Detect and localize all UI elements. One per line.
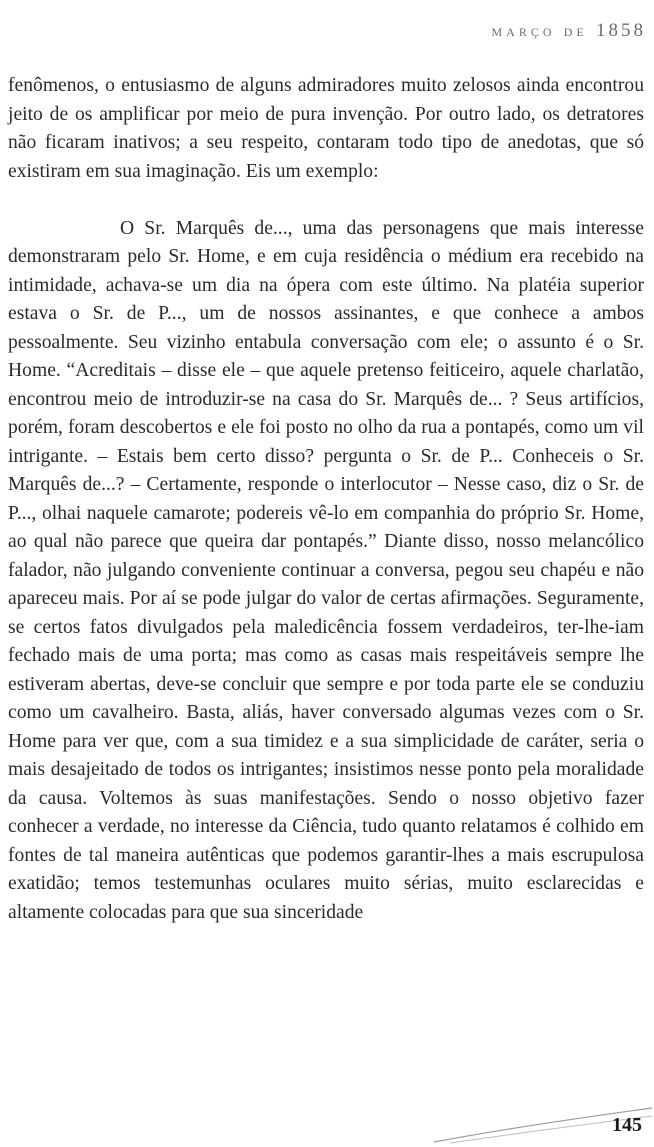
header-year: 1858 [596,20,646,41]
paragraph-intro: fenômenos, o entusiasmo de alguns admiradores muito zelosos ainda encontrou jeito de os amplificar por meio de pura invenção. Por outro lado, os detratores não ficaram inativos; a seu respeito, contaram todo tipo de anedotas, que só existiram em sua imaginação. Eis um exemplo: [8,75,644,182]
running-header [491,20,646,42]
header-month: março de [491,21,588,40]
body-text [8,72,644,927]
page-number: 145 [612,1114,642,1136]
paragraph-anecdote: O Sr. Marquês de..., uma das personagens que mais interesse demonstraram pelo Sr. Home, e em cuja residência o médium era recebido na intimidade, achava-se um dia na ópera com este último. Na platéia superior estava o Sr. de P..., um de nossos assinantes, e que conhece a ambos pessoalmente. Seu vizinho entabula conversação com ele; o assunto é o Sr. Home. “Acreditais – disse ele – que aquele pretenso feiticeiro, aquele charlatão, encontrou meio de introduzir-se na casa do Sr. Marquês de... ? Seus artifícios, porém, foram descobertos e ele foi posto no olho da rua a pontapés, como um vil intrigante. – Estais bem certo disso? pergunta o Sr. de P... Conheceis o Sr. Marquês de...? – Certamente, responde o interlocutor – Nesse caso, diz o Sr. de P..., olhai naquele camarote; podereis vê-lo em companhia do próprio Sr. Home, ao qual não parece que queira dar pontapés.” Diante disso, nosso melancólico falador, não julgando conveniente continuar a conversa, pegou seu chapéu e não apareceu mais. Por aí se pode julgar do valor de certas afirmações. Seguramente, se certos fatos divulgados pela maledicência fossem verdadeiros, ter-lhe-iam fechado mais de uma porta; mas como as casas mais respeitáveis sempre lhe estiveram abertas, deve-se concluir que sempre e por toda parte ele se conduziu como um cavalheiro. Basta, aliás, haver conversado algumas vezes com o Sr. Home para ver que, com a sua timidez e a sua simplicidade de caráter, seria o mais desajeitado de todos os intrigantes; insistimos nesse ponto pela moralidade da causa. Voltemos às suas manifestações. Sendo o nosso objetivo fazer conhecer a verdade, no interesse da Ciência, tudo quanto relatamos é colhido em fontes de tal maneira autênticas que podemos garantir-lhes a mais escrupulosa exatidão; temos testemunhas oculares muito sérias, muito esclarecidas e altamente colocadas para que sua sinceridade [8,217,644,923]
